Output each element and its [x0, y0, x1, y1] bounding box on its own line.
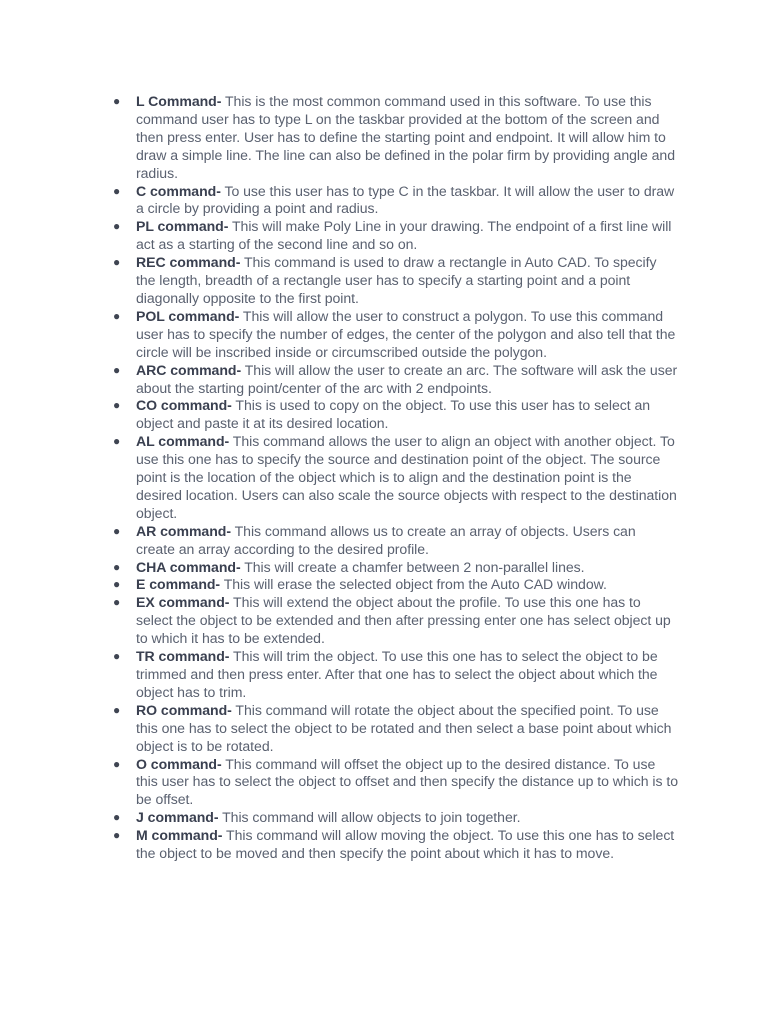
command-name: ARC command- — [136, 361, 242, 378]
bullet-icon: ● — [113, 810, 121, 825]
list-item — [0, 183, 768, 219]
command-name: J command- — [136, 809, 219, 826]
command-description: This command allows the user to align an object with another object. To use this one has to specify the source and destination point of the object. The source point is the location of the object which is to align and the destination point is the desired location. Users can also scale the source objects with respect to the destination object. — [136, 433, 677, 521]
bullet-icon: ● — [113, 649, 121, 664]
command-description: This will make Poly Line in your drawing. The endpoint of a first line will act as a starting of the second line and so on. — [136, 218, 672, 253]
command-description: This will erase the selected object from the Auto CAD window. — [220, 576, 607, 593]
document-page — [0, 93, 768, 863]
list-item — [0, 93, 768, 183]
command-description: This will create a chamfer between 2 non-parallel lines. — [240, 558, 585, 575]
command-name: O command- — [136, 755, 222, 772]
command-name: CHA command- — [136, 558, 241, 575]
command-name: AR command- — [136, 522, 231, 539]
command-name: C command- — [136, 182, 221, 199]
command-description: This will trim the object. To use this one has to select the object to be trimmed and then press enter. After that one has to select the object about which the object has to trim. — [136, 648, 658, 700]
list-item — [0, 559, 768, 577]
command-description: This command is used to draw a rectangle in Auto CAD. To specify the length, breadth of a rectangle user has to specify a starting point and a point diagonally opposite to the first point. — [136, 254, 657, 306]
command-name: PL command- — [136, 218, 229, 235]
command-description: This command will rotate the object about the specified point. To use this one has to select the object to be rotated and then select a base point about which object is to be rotated. — [136, 701, 672, 754]
command-description: This will allow the user to construct a polygon. To use this command user has to specify the number of edges, the center of the polygon and also tell that the circle will be inscribed inside or circumscribed outside the polygon. — [136, 307, 676, 360]
command-description: This command will allow objects to join together. — [218, 809, 521, 826]
command-name: REC command- — [136, 254, 241, 271]
command-name: EX command- — [136, 594, 230, 611]
bullet-icon: ● — [113, 559, 121, 574]
bullet-icon: ● — [113, 94, 121, 108]
command-name: TR command- — [136, 648, 230, 665]
bullet-icon: ● — [113, 362, 121, 377]
bullet-icon: ● — [113, 702, 121, 717]
command-description: This command will offset the object up to the desired distance. To use this user has to select the object to offset and then specify the distance up to which is to be offset. — [136, 755, 678, 808]
list-item — [0, 362, 768, 398]
list-item — [0, 576, 768, 594]
bullet-icon: ● — [113, 219, 121, 234]
list-item — [0, 397, 768, 433]
list-item — [0, 254, 768, 308]
command-description: This will extend the object about the profile. To use this one has to select the object to be extended and then after pressing enter one has select object up to which it has to be extended. — [136, 594, 671, 647]
bullet-icon: ● — [113, 523, 121, 538]
command-name: M command- — [136, 827, 223, 844]
bullet-icon: ● — [113, 577, 121, 592]
list-item — [0, 702, 768, 756]
list-item — [0, 523, 768, 559]
bullet-icon: ● — [113, 756, 121, 771]
list-item — [0, 433, 768, 523]
bullet-icon: ● — [113, 398, 121, 413]
command-name: E command- — [136, 576, 221, 593]
bullet-icon: ● — [113, 308, 121, 323]
list-item — [0, 648, 768, 702]
list-item — [0, 827, 768, 863]
command-name: POL command- — [136, 307, 240, 324]
command-name: AL command- — [136, 433, 230, 450]
command-list — [0, 93, 768, 863]
command-description: This is the most common command used in this software. To use this command user has to type L on the taskbar provided at the bottom of the screen and then press enter. User has to define the starting point and endpoint. It will allow him to draw a simple line. The line can also be defined in the polar firm by providing angle and radius. — [136, 93, 676, 181]
bullet-icon: ● — [113, 828, 121, 843]
bullet-icon: ● — [113, 434, 121, 449]
bullet-icon: ● — [113, 183, 121, 198]
command-name: RO command- — [136, 701, 232, 718]
bullet-icon: ● — [113, 595, 121, 610]
list-item — [0, 218, 768, 254]
command-description: To use this user has to type C in the taskbar. It will allow the user to draw a circle by providing a point and radius. — [136, 182, 675, 217]
command-description: This will allow the user to create an arc. The software will ask the user about the starting point/center of the arc with 2 endpoints. — [136, 361, 678, 396]
command-description: This command will allow moving the object. To use this one has to select the object to be moved and then specify the point about which it has to move. — [136, 827, 675, 862]
command-description: This command allows us to create an array of objects. Users can create an array according to the desired profile. — [136, 522, 636, 557]
list-item — [0, 756, 768, 810]
list-item — [0, 594, 768, 648]
command-name: CO command- — [136, 397, 232, 414]
list-item — [0, 308, 768, 362]
bullet-icon: ● — [113, 255, 121, 270]
command-name: L Command- — [136, 93, 222, 109]
command-description: This is used to copy on the object. To use this user has to select an object and paste it at its desired location. — [136, 397, 651, 432]
list-item — [0, 809, 768, 827]
